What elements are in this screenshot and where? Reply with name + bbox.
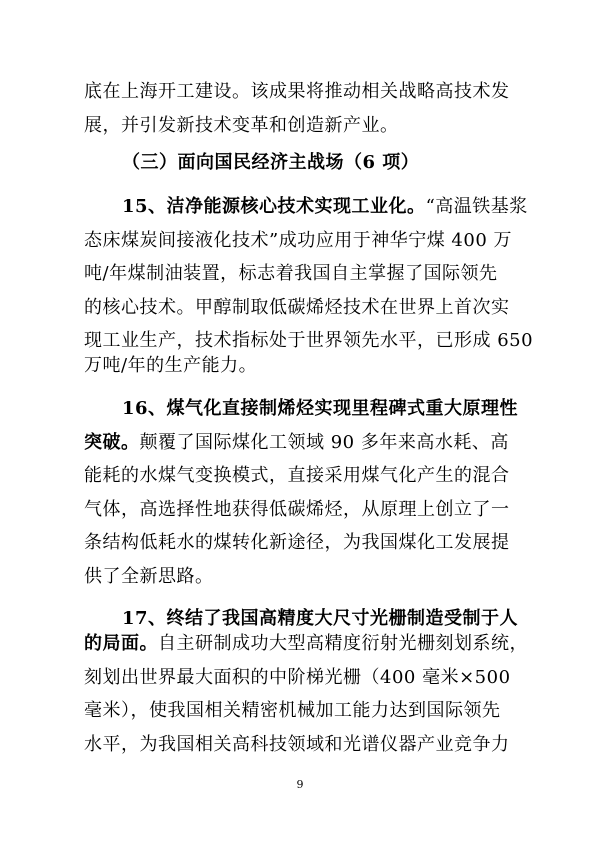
section-heading: （三）面向国民经济主战场（6 项） [122,152,420,173]
body-line: 的核心技术。甲醇制取低碳烯烃技术在世界上首次实 [84,297,510,318]
item-heading: 的局面。 [84,633,158,654]
body-line: 突破。颠覆了国际煤化工领域 90 多年来高水耗、高 [84,432,509,453]
body-line: 15、洁净能源核心技术实现工业化。“高温铁基浆 [122,196,528,217]
page-number: 9 [296,778,304,791]
item-heading: 15、洁净能源核心技术实现工业化。 [122,196,426,217]
body-line: 条结构低耗水的煤转化新途径，为我国煤化工发展提 [84,532,510,553]
body-line: 的局面。自主研制成功大型高精度衍射光栅刻划系统， [84,633,528,654]
body-line: 底在上海开工建设。该成果将推动相关战略高技术发 [84,81,510,102]
body-line: 展，并引发新技术变革和创造新产业。 [84,115,399,136]
body-line: 能耗的水煤气变换模式，直接采用煤气化产生的混合 [84,465,510,486]
body-line: 供了全新思路。 [84,566,214,587]
body-line: 态床煤炭间接液化技术”成功应用于神华宁煤 400 万 [84,230,512,251]
item-heading: 16、煤气化直接制烯烃实现里程碑式重大原理性 [122,398,519,419]
body-line: 毫米），使我国相关精密机械加工能力达到国际领先 [84,700,501,721]
body-line: 现工业生产，技术指标处于世界领先水平，已形成 650 [84,330,534,351]
body-line: 万吨/年的生产能力。 [84,355,258,376]
item-heading: 突破。 [84,432,140,453]
body-line: 刻划出世界最大面积的中阶梯光栅（400 毫米×500 [84,667,511,688]
item-heading: 17、终结了我国高精度大尺寸光栅制造受制于人 [122,608,519,629]
body-line: 吨/年煤制油装置，标志着我国自主掌握了国际领先 [84,263,498,284]
body-line [122,607,518,631]
body-line: 水平，为我国相关高科技领域和光谱仪器产业竞争力 [84,734,510,755]
body-line: 气体，高选择性地获得低碳烯烃，从原理上创立了一 [84,499,510,520]
body-line [122,397,518,421]
